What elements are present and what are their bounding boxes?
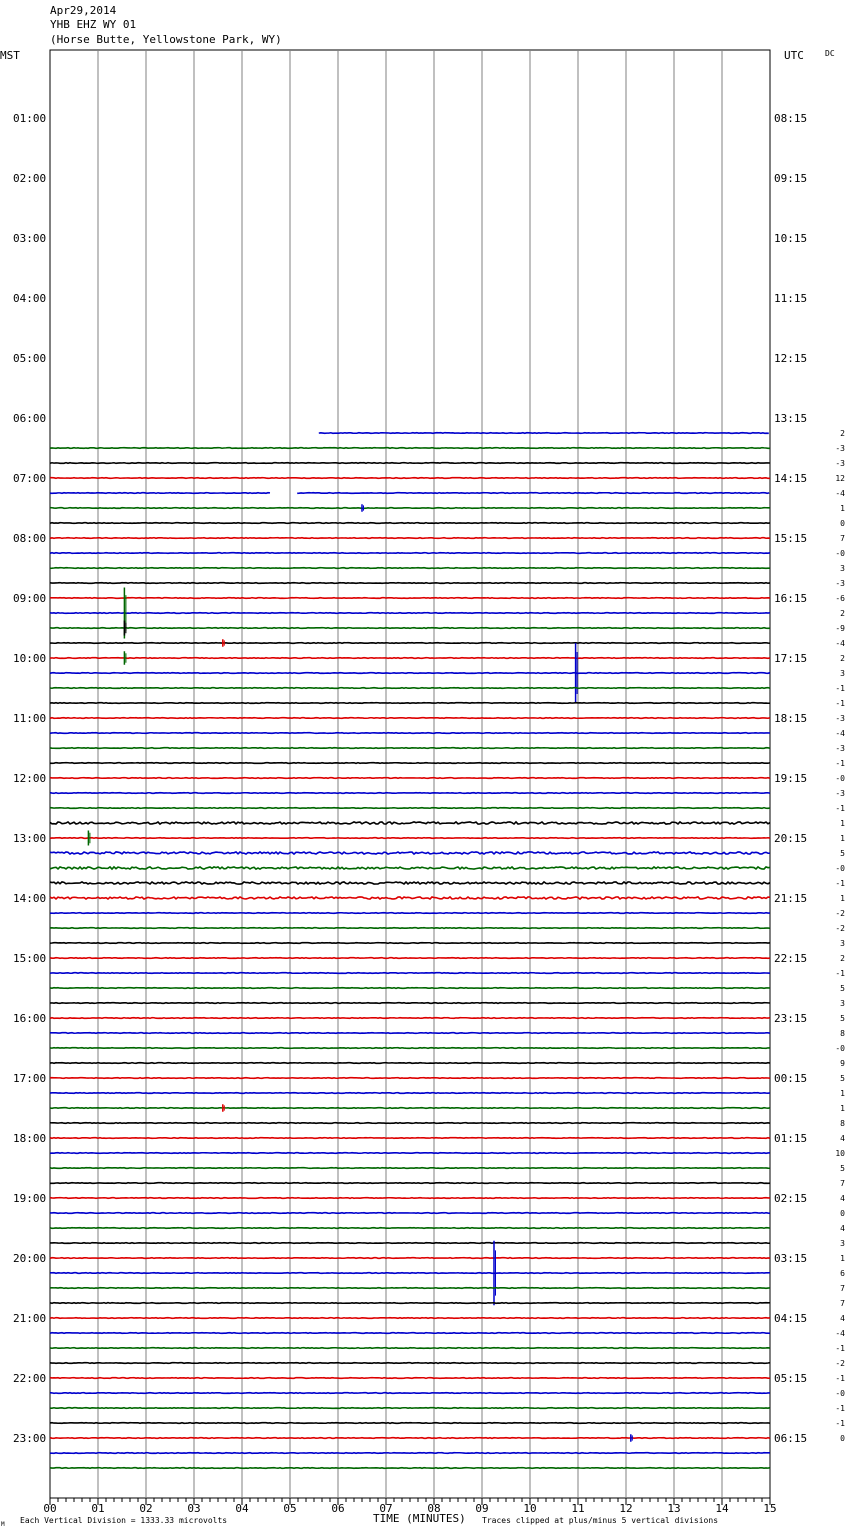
left-hour-label: 12:00 [13,772,47,785]
dc-offset-label: 4 [840,1194,845,1203]
seismic-trace [50,1228,770,1229]
left-axis-title: MST [0,49,20,62]
seismic-trace [50,1453,770,1454]
dc-offset-label: 7 [840,1299,845,1308]
dc-offset-label: -0 [835,864,845,873]
right-hour-label: 11:15 [774,292,808,305]
seismic-trace [50,1198,770,1199]
dc-offset-label: -2 [835,924,845,933]
dc-offset-label: -1 [835,759,845,768]
right-hour-label: 18:15 [774,712,808,725]
x-tick-label: 08 [427,1502,441,1515]
left-hour-label: 22:00 [13,1372,47,1385]
seismic-trace [50,658,770,659]
right-hour-label: 20:15 [774,832,808,845]
dc-offset-label: 1 [840,894,845,903]
seismic-trace [50,568,770,569]
dc-offset-label: 1 [840,1254,845,1263]
left-hour-label: 09:00 [13,592,47,605]
left-hour-label: 06:00 [13,412,47,425]
right-axis-title: UTC [784,49,804,62]
seismic-trace [50,1048,770,1049]
x-tick-label: 10 [523,1502,537,1515]
dc-offset-label: -4 [835,729,845,738]
left-hour-label: 21:00 [13,1312,47,1325]
clip-note: Traces clipped at plus/minus 5 vertical divisions [482,1516,719,1525]
right-hour-label: 06:15 [774,1432,808,1445]
dc-offset-label: 2 [840,654,845,663]
seismic-trace [297,493,769,494]
header-location: (Horse Butte, Yellowstone Park, WY) [50,33,282,46]
seismic-trace [50,897,770,899]
seismic-trace [50,778,770,779]
dc-offset-label: 7 [840,1179,845,1188]
dc-offset-label: -1 [835,684,845,693]
left-hour-label: 05:00 [13,352,47,365]
seismic-trace [50,628,770,629]
left-hour-label: 13:00 [13,832,47,845]
header-date: Apr29,2014 [50,4,117,17]
dc-offset-label: -1 [835,1374,845,1383]
left-hour-label: 10:00 [13,652,47,665]
dc-offset-label: -2 [835,909,845,918]
seismic-trace [50,643,770,644]
x-tick-label: 15 [763,1502,777,1515]
seismic-trace [50,508,770,509]
left-hour-label: 19:00 [13,1192,47,1205]
dc-offset-label: 7 [840,1284,845,1293]
seismic-trace [50,763,770,764]
seismic-trace [50,1213,770,1214]
x-tick-label: 06 [331,1502,345,1515]
dc-offset-label: 8 [840,1119,845,1128]
right-hour-label: 15:15 [774,532,808,545]
left-hour-label: 18:00 [13,1132,47,1145]
x-tick-label: 05 [283,1502,297,1515]
seismic-trace [50,1123,770,1124]
dc-offset-label: -1 [835,1404,845,1413]
right-hour-label: 04:15 [774,1312,808,1325]
right-hour-label: 14:15 [774,472,808,485]
dc-offset-label: -4 [835,489,845,498]
dc-offset-label: -1 [835,1419,845,1428]
dc-offset-label: -9 [835,624,845,633]
dc-offset-label: 5 [840,849,845,858]
dc-offset-label: 5 [840,1074,845,1083]
seismic-trace [50,808,770,809]
right-hour-label: 03:15 [774,1252,808,1265]
dc-offset-label: 3 [840,1239,845,1248]
left-hour-label: 02:00 [13,172,47,185]
right-hour-label: 21:15 [774,892,808,905]
x-tick-label: 13 [667,1502,681,1515]
dc-offset-label: 3 [840,564,845,573]
seismic-trace [50,463,770,464]
dc-offset-label: 12 [835,474,845,483]
seismic-trace [50,1348,770,1349]
seismic-trace [50,943,770,944]
corner-mark: M [1,1521,5,1528]
x-tick-label: 09 [475,1502,489,1515]
left-hour-label: 23:00 [13,1432,47,1445]
dc-offset-label: -1 [835,879,845,888]
x-tick-label: 01 [91,1502,105,1515]
dc-offset-label: 3 [840,939,845,948]
seismic-trace [50,838,770,839]
right-hour-label: 02:15 [774,1192,808,1205]
dc-offset-label: -0 [835,1389,845,1398]
seismic-trace [50,688,770,689]
x-tick-label: 02 [139,1502,153,1515]
dc-offset-label: 1 [840,1089,845,1098]
seismic-trace [50,1258,770,1259]
seismic-trace [50,493,270,494]
seismic-trace [50,973,770,974]
dc-offset-label: -0 [835,774,845,783]
right-hour-label: 16:15 [774,592,808,605]
seismic-trace [50,1078,770,1079]
seismic-trace [50,822,770,824]
seismic-trace [50,1153,770,1154]
right-hour-label: 09:15 [774,172,808,185]
right-hour-label: 23:15 [774,1012,808,1025]
plot-frame [50,50,770,1498]
seismic-trace [50,1468,770,1469]
left-hour-label: 03:00 [13,232,47,245]
seismic-trace [50,1423,770,1424]
x-tick-label: 11 [571,1502,585,1515]
dc-offset-label: 1 [840,819,845,828]
seismic-trace [50,1273,770,1274]
dc-offset-label: 5 [840,984,845,993]
seismic-trace [50,1183,770,1184]
scale-note: Each Vertical Division = 1333.33 microvolts [20,1516,228,1525]
seismic-trace [50,1333,770,1334]
seismic-trace [50,1288,770,1289]
x-tick-label: 12 [619,1502,633,1515]
dc-offset-label: 3 [840,999,845,1008]
right-hour-label: 19:15 [774,772,808,785]
left-hour-label: 20:00 [13,1252,47,1265]
seismic-trace [50,613,770,614]
dc-offset-label: -6 [835,594,845,603]
dc-offset-label: 6 [840,1269,845,1278]
seismic-trace [50,1018,770,1019]
dc-offset-label: -3 [835,714,845,723]
seismic-trace [319,433,769,434]
dc-label: DC [825,49,835,58]
seismic-trace [50,538,770,539]
dc-offset-label: 10 [835,1149,845,1158]
seismic-trace [50,882,770,884]
left-hour-label: 17:00 [13,1072,47,1085]
dc-offset-label: 1 [840,1104,845,1113]
seismic-trace [50,523,770,524]
seismic-trace [50,1063,770,1064]
dc-offset-label: 2 [840,954,845,963]
seismic-trace [50,1363,770,1364]
x-axis-title: TIME (MINUTES) [373,1512,466,1525]
x-tick-label: 03 [187,1502,201,1515]
right-hour-label: 00:15 [774,1072,808,1085]
seismic-trace [50,718,770,719]
seismic-trace [50,1438,770,1439]
right-hour-label: 17:15 [774,652,808,665]
dc-offset-label: 1 [840,504,845,513]
dc-offset-label: 4 [840,1224,845,1233]
dc-offset-label: -0 [835,1044,845,1053]
dc-offset-label: 2 [840,609,845,618]
dc-offset-label: 2 [840,429,845,438]
seismic-trace [50,1393,770,1394]
dc-offset-label: -3 [835,459,845,468]
x-tick-label: 14 [715,1502,729,1515]
dc-offset-label: -4 [835,639,845,648]
seismic-trace [50,867,770,869]
seismic-trace [50,478,770,479]
dc-offset-label: 8 [840,1029,845,1038]
left-hour-label: 15:00 [13,952,47,965]
seismic-trace [50,703,770,704]
left-hour-label: 04:00 [13,292,47,305]
seismic-trace [50,1243,770,1244]
dc-offset-label: 9 [840,1059,845,1068]
seismic-trace [50,598,770,599]
header-station: YHB EHZ WY 01 [50,18,137,31]
seismic-trace [50,1093,770,1094]
seismic-trace [50,793,770,794]
left-hour-label: 11:00 [13,712,47,725]
dc-offset-label: -3 [835,789,845,798]
seismic-trace [50,852,770,854]
dc-offset-label: 4 [840,1314,845,1323]
seismic-trace [50,673,770,674]
right-hour-label: 22:15 [774,952,808,965]
seismic-trace [50,1408,770,1409]
seismic-trace [50,988,770,989]
dc-offset-label: 0 [840,1434,845,1443]
seismic-trace [50,958,770,959]
left-hour-label: 14:00 [13,892,47,905]
seismic-trace [50,748,770,749]
x-tick-label: 00 [43,1502,57,1515]
seismic-trace [50,1378,770,1379]
seismic-trace [50,1168,770,1169]
dc-offset-label: 5 [840,1164,845,1173]
dc-offset-label: -1 [835,1344,845,1353]
right-hour-label: 12:15 [774,352,808,365]
seismic-trace [50,448,770,449]
x-tick-label: 04 [235,1502,249,1515]
seismic-trace [50,1003,770,1004]
dc-offset-label: -0 [835,549,845,558]
left-hour-label: 01:00 [13,112,47,125]
dc-offset-label: 7 [840,534,845,543]
dc-offset-label: 1 [840,834,845,843]
dc-offset-label: 3 [840,669,845,678]
right-hour-label: 13:15 [774,412,808,425]
right-hour-label: 08:15 [774,112,808,125]
dc-offset-label: 5 [840,1014,845,1023]
seismic-trace [50,913,770,914]
left-hour-label: 08:00 [13,532,47,545]
left-hour-label: 07:00 [13,472,47,485]
dc-offset-label: 0 [840,1209,845,1218]
seismic-trace [50,553,770,554]
right-hour-label: 01:15 [774,1132,808,1145]
right-hour-label: 05:15 [774,1372,808,1385]
dc-offset-label: -2 [835,1359,845,1368]
dc-offset-label: -1 [835,969,845,978]
dc-offset-label: -3 [835,579,845,588]
dc-offset-label: -4 [835,1329,845,1338]
dc-offset-label: -3 [835,444,845,453]
seismic-trace [50,733,770,734]
dc-offset-label: -1 [835,804,845,813]
x-tick-label: 07 [379,1502,393,1515]
seismic-trace [50,583,770,584]
left-hour-label: 16:00 [13,1012,47,1025]
right-hour-label: 10:15 [774,232,808,245]
seismic-trace [50,1033,770,1034]
seismic-trace [50,928,770,929]
dc-offset-label: 4 [840,1134,845,1143]
seismic-trace [50,1303,770,1304]
seismic-trace [50,1138,770,1139]
seismic-trace [50,1108,770,1109]
dc-offset-label: -3 [835,744,845,753]
dc-offset-label: -1 [835,699,845,708]
dc-offset-label: 0 [840,519,845,528]
seismic-trace [50,1318,770,1319]
